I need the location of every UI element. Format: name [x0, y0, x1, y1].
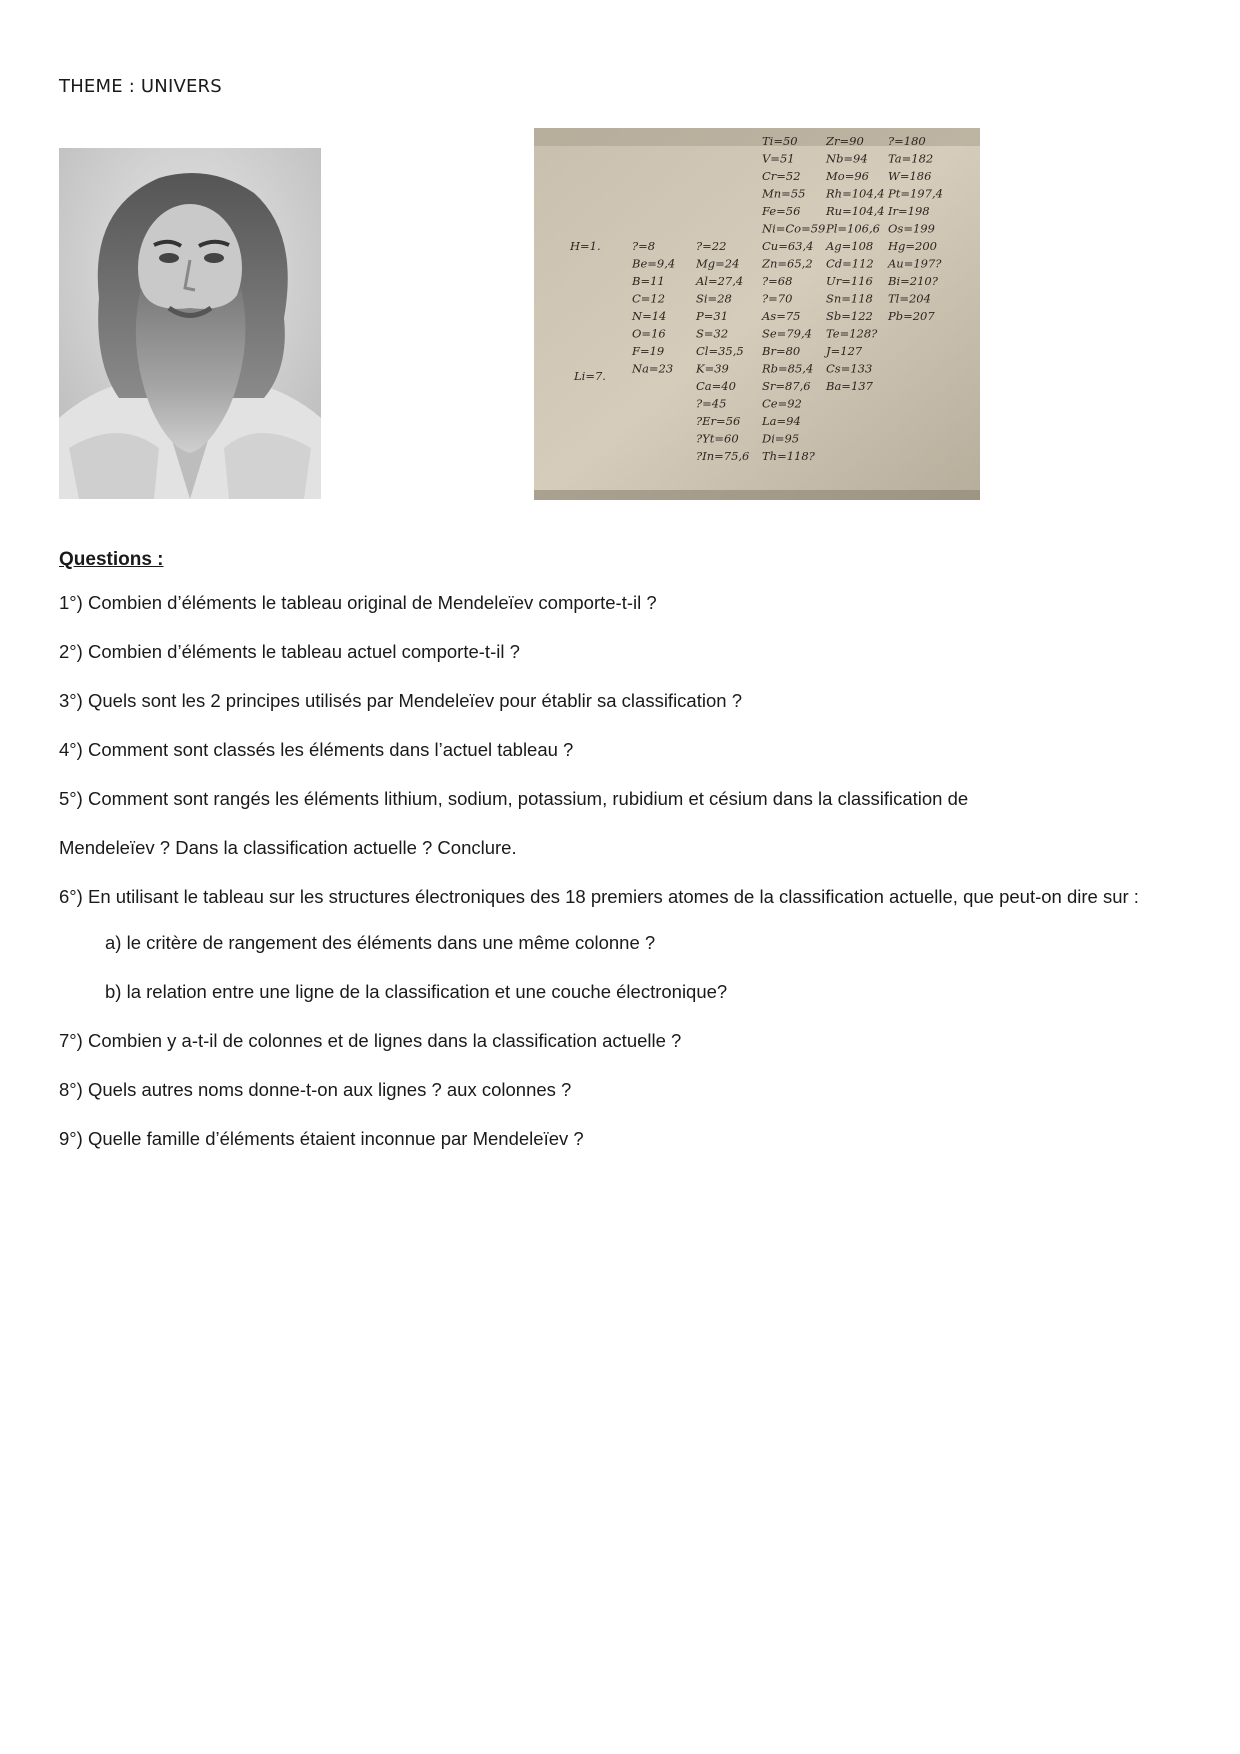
manuscript-entry: Ba=137 [826, 379, 873, 393]
manuscript-entry: Bi=210? [888, 274, 938, 288]
manuscript-entry: Tl=204 [888, 291, 931, 306]
manuscript-entry: C=12 [632, 291, 666, 306]
question-4: 4°) Comment sont classés les éléments dans l’actuel tableau ? [59, 739, 574, 760]
manuscript-entry: La=94 [762, 414, 801, 428]
manuscript-entry: Zn=65,2 [762, 256, 813, 271]
question-3: 3°) Quels sont les 2 principes utilisés par Mendeleïev pour établir sa classification ? [59, 690, 742, 711]
manuscript-entry: Br=80 [762, 344, 801, 358]
manuscript-entry: Pl=106,6 [826, 221, 880, 236]
manuscript-entry: As=75 [762, 309, 801, 323]
manuscript-entry: Mo=96 [826, 169, 869, 183]
manuscript-entry: Di=95 [762, 431, 800, 446]
manuscript-entry: Na=23 [632, 361, 674, 376]
question-8: 8°) Quels autres noms donne-t-on aux lignes ? aux colonnes ? [59, 1079, 572, 1100]
manuscript-entry: Mg=24 [696, 256, 740, 271]
manuscript-entry: Ru=104,4 [826, 204, 885, 218]
manuscript-entry: ?In=75,6 [696, 449, 750, 463]
manuscript-entry: Si=28 [696, 291, 732, 306]
manuscript-entry: S=32 [696, 326, 729, 341]
questions-section [59, 548, 1184, 1176]
manuscript-entry: Au=197? [888, 256, 942, 271]
manuscript-entry: Li=7. [574, 369, 606, 383]
manuscript-entry: Ca=40 [696, 379, 736, 393]
theme-title: THEME : UNIVERS [59, 76, 222, 97]
manuscript-entry: B=11 [632, 274, 665, 288]
manuscript-entry: Th=118? [762, 449, 815, 463]
manuscript-entry: ?Yt=60 [696, 431, 739, 446]
manuscript-entry: O=16 [632, 326, 666, 341]
manuscript-entry: N=14 [632, 309, 667, 323]
question-5-line1: 5°) Comment sont rangés les éléments lithium, sodium, potassium, rubidium et césium dans la classification de [59, 788, 969, 809]
manuscript-entry: Ta=182 [888, 151, 934, 166]
question-6b: b) la relation entre une ligne de la classification et une couche électronique? [105, 981, 728, 1002]
manuscript-entry: Se=79,4 [762, 326, 812, 341]
question-6: 6°) En utilisant le tableau sur les structures électroniques des 18 premiers atomes de la classification actuelle, que peut-on dire sur : [59, 886, 1139, 907]
manuscript-entry: Rb=85,4 [762, 361, 814, 376]
manuscript-entry: Zr=90 [826, 134, 864, 148]
manuscript-entry: Os=199 [888, 221, 935, 236]
manuscript-entry: Ag=108 [826, 239, 874, 253]
manuscript-entry: ?=70 [762, 291, 793, 306]
question-7: 7°) Combien y a-t-il de colonnes et de lignes dans la classification actuelle ? [59, 1030, 682, 1051]
manuscript-entry: F=19 [632, 344, 665, 358]
manuscript-entry: ?=22 [696, 239, 727, 253]
manuscript-entry: ?Er=56 [696, 414, 741, 428]
manuscript-entry: Hg=200 [888, 239, 937, 253]
manuscript-entry: Pb=207 [888, 309, 935, 323]
manuscript-entry: Sb=122 [826, 309, 873, 323]
question-5-line2: Mendeleïev ? Dans la classification actuelle ? Conclure. [59, 837, 517, 858]
manuscript-entry: Rh=104,4 [826, 186, 885, 201]
manuscript-entry: Cs=133 [826, 361, 873, 376]
manuscript-entry: J=127 [826, 344, 863, 358]
question-2: 2°) Combien d’éléments le tableau actuel comporte-t-il ? [59, 641, 520, 662]
manuscript-entry: Fe=56 [762, 204, 801, 218]
manuscript-entry: Ce=92 [762, 396, 802, 411]
manuscript-entry: Cr=52 [762, 169, 801, 183]
manuscript-entry: Sn=118 [826, 291, 873, 306]
manuscript-entry: ?=180 [888, 134, 926, 148]
manuscript-entry: Sr=87,6 [762, 379, 811, 393]
manuscript-entry: Te=128? [826, 326, 878, 341]
manuscript-entry: Cu=63,4 [762, 239, 814, 253]
manuscript-entry: P=31 [696, 309, 729, 323]
manuscript-entry: W=186 [888, 169, 932, 183]
manuscript-entry: Al=27,4 [696, 274, 744, 288]
manuscript-entry: ?=8 [632, 239, 656, 253]
manuscript-entry: Be=9,4 [632, 256, 676, 271]
manuscript-entry: Mn=55 [762, 186, 806, 201]
manuscript-entry: V=51 [762, 151, 795, 166]
manuscript-entry: Ni=Co=59 [762, 221, 826, 236]
questions-heading: Questions : [59, 549, 164, 570]
manuscript-entry: H=1. [570, 239, 601, 253]
manuscript-entry: ?=45 [696, 396, 727, 411]
portrait-image [59, 148, 321, 499]
manuscript-entry: Nb=94 [826, 151, 868, 166]
question-9: 9°) Quelle famille d’éléments étaient inconnue par Mendeleïev ? [59, 1128, 584, 1149]
manuscript-entry: Ur=116 [826, 274, 873, 288]
question-6a: a) le critère de rangement des éléments dans une même colonne ? [105, 932, 656, 953]
question-1: 1°) Combien d’éléments le tableau original de Mendeleïev comporte-t-il ? [59, 592, 657, 613]
manuscript-entry: Cd=112 [826, 256, 874, 271]
manuscript-entry: Ti=50 [762, 134, 798, 148]
manuscript-entry: K=39 [696, 361, 729, 376]
manuscript-image [534, 128, 980, 500]
manuscript-entry: Ir=198 [888, 204, 930, 218]
manuscript-entry: ?=68 [762, 274, 793, 288]
manuscript-entry: Cl=35,5 [696, 344, 744, 358]
manuscript-entry: Pt=197,4 [888, 186, 943, 201]
